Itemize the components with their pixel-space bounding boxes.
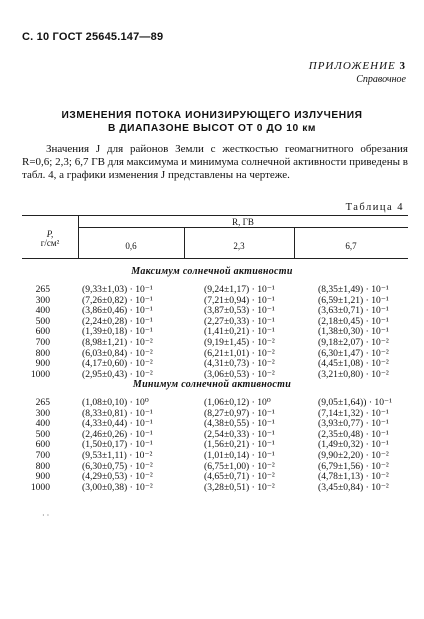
flux-cell: (4,38±0,55) · 10⁻¹: [204, 418, 275, 430]
appendix-label: [309, 60, 406, 85]
flux-cell: (6,21±1,01) · 10⁻²: [204, 347, 275, 359]
row-height-value: 300: [35, 407, 50, 419]
row-height-value: 600: [35, 326, 50, 338]
column-header-3: 6,7: [345, 241, 357, 251]
flux-cell: (2,35±0,48) · 10⁻¹: [318, 428, 389, 440]
row-height-value: 265: [35, 397, 50, 408]
flux-cell: (7,14±1,32) · 10⁻¹: [318, 407, 389, 419]
row-height-value: 1000: [30, 481, 50, 493]
flux-cell: (6,59±1,21) · 10⁻¹: [318, 294, 389, 306]
flux-cell: (3,21±0,80) · 10⁻²: [318, 368, 389, 380]
flux-cell: (3,86±0,46) · 10⁻¹: [82, 305, 153, 317]
row-height-value: 400: [35, 305, 50, 317]
row-header: [22, 230, 78, 248]
flux-cell: (9,90±2,20) · 10⁻²: [318, 450, 389, 461]
table-row: [22, 398, 408, 409]
title-line-2: В ДИАПАЗОНЕ ВЫСОТ ОТ 0 ДО 10 км: [107, 123, 317, 134]
table-row: [22, 451, 408, 462]
flux-cell: (1,56±0,21) · 10⁻¹: [204, 439, 275, 451]
flux-cell: (3,87±0,53) · 10⁻¹: [204, 305, 275, 317]
flux-cell: (2,27±0,33) · 10⁻¹: [204, 315, 275, 327]
flux-cell: (8,98±1,21) · 10⁻²: [82, 337, 153, 348]
intro-paragraph-text: Значения J для районов Земли с жесткостью геомагнитного обрезания R=0,6; 2,3; 6,7 ГВ для максимума и минимума солнечной активности приведены в табл. 4, а графики изменения J представлены на чертеже.: [22, 143, 408, 181]
flux-cell: (3,63±0,71) · 10⁻¹: [318, 305, 389, 317]
row-height-value: 800: [35, 460, 50, 472]
flux-cell: (1,06±0,12) · 10⁰: [204, 397, 271, 408]
flux-cell: (4,78±1,13) · 10⁻²: [318, 471, 389, 483]
column-header-1: 0,6: [125, 241, 137, 251]
flux-cell: (1,49±0,32) · 10⁻¹: [318, 439, 389, 451]
flux-cell: (4,29±0,53) · 10⁻²: [82, 471, 153, 483]
row-height-value: 800: [35, 347, 50, 359]
flux-cell: (3,00±0,38) · 10⁻²: [82, 481, 153, 493]
flux-cell: (7,26±0,82) · 10⁻¹: [82, 294, 153, 306]
flux-cell: (4,45±1,08) · 10⁻²: [318, 358, 389, 370]
row-height-value: 500: [35, 315, 50, 327]
row-height-value: 265: [35, 284, 50, 295]
appendix-title: [309, 60, 406, 72]
flux-cell: (1,41±0,21) · 10⁻¹: [204, 326, 275, 338]
section-title: Максимум солнечной активности: [131, 266, 293, 277]
flux-cell: (2,18±0,45) · 10⁻¹: [318, 315, 389, 327]
flux-cell: (2,24±0,28) · 10⁻¹: [82, 315, 153, 327]
column-header-2: 2,3: [233, 241, 245, 251]
flux-cell: (8,27±0,97) · 10⁻¹: [204, 407, 275, 419]
table-row: [22, 285, 408, 296]
row-height-value: 900: [35, 471, 50, 483]
flux-cell: (7,21±0,94) · 10⁻¹: [204, 294, 275, 306]
flux-cell: (4,33±0,44) · 10⁻¹: [82, 418, 153, 430]
appendix-subtitle: Справочное: [356, 74, 406, 85]
flux-cell: (2,95±0,43) · 10⁻²: [82, 368, 153, 380]
flux-cell: (6,03±0,84) · 10⁻²: [82, 347, 153, 359]
flux-cell: (3,93±0,77) · 10⁻¹: [318, 418, 389, 430]
appendix-number: 3: [399, 60, 406, 72]
row-header-unit: г/см²: [40, 238, 60, 248]
flux-cell: (9,19±1,45) · 10⁻²: [204, 337, 275, 348]
appendix-title-text: ПРИЛОЖЕНИЕ: [308, 60, 396, 72]
flux-cell: (3,45±0,84) · 10⁻²: [318, 481, 389, 493]
flux-cell: (1,01±0,14) · 10⁻¹: [204, 450, 275, 461]
flux-cell: (4,31±0,73) · 10⁻²: [204, 358, 275, 370]
document-title: [0, 109, 424, 135]
flux-cell: (9,05±1,64)) · 10⁻¹: [318, 397, 392, 408]
flux-cell: (6,75±1,00) · 10⁻²: [204, 460, 275, 472]
row-height-value: 500: [35, 428, 50, 440]
flux-cell: (9,18±2,07) · 10⁻²: [318, 337, 389, 348]
row-height-value: 600: [35, 439, 50, 451]
row-height-value: 900: [35, 358, 50, 370]
row-height-value: 700: [35, 450, 50, 461]
flux-cell: (6,30±0,75) · 10⁻²: [82, 460, 153, 472]
flux-cell: (9,33±1,03) · 10⁻¹: [82, 284, 153, 295]
flux-cell: (2,46±0,26) · 10⁻¹: [82, 428, 153, 440]
stray-mark: · ·: [42, 511, 50, 520]
table-label: Таблица 4: [345, 202, 404, 213]
flux-cell: (9,53±1,11) · 10⁻²: [82, 450, 153, 461]
row-height-value: 1000: [30, 368, 50, 380]
section-title: Минимум солнечной активности: [132, 379, 292, 390]
row-height-value: 300: [35, 294, 50, 306]
row-header-symbol: P,: [46, 229, 54, 239]
table-top-rule: [22, 215, 408, 216]
flux-cell: (1,50±0,17) · 10⁻¹: [82, 439, 153, 451]
row-height-value: 400: [35, 418, 50, 430]
flux-cell: (3,28±0,51) · 10⁻²: [204, 481, 275, 493]
flux-cell: (1,39±0,18) · 10⁻¹: [82, 326, 153, 338]
group-header: R, ГВ: [232, 217, 254, 227]
flux-cell: (1,38±0,30) · 10⁻¹: [318, 326, 389, 338]
table-row: [22, 483, 408, 494]
flux-cell: (4,17±0,60) · 10⁻²: [82, 358, 153, 370]
flux-cell: (6,30±1,47) · 10⁻²: [318, 347, 389, 359]
table-row: [22, 338, 408, 349]
intro-paragraph: [22, 143, 408, 182]
flux-cell: (4,65±0,71) · 10⁻²: [204, 471, 275, 483]
row-height-value: 700: [35, 337, 50, 348]
title-line-1: ИЗМЕНЕНИЯ ПОТОКА ИОНИЗИРУЮЩЕГО ИЗЛУЧЕНИЯ: [61, 110, 363, 121]
flux-cell: (6,79±1,56) · 10⁻²: [318, 460, 389, 472]
flux-cell: (3,06±0,53) · 10⁻²: [204, 368, 275, 380]
flux-cell: (8,35±1,49) · 10⁻¹: [318, 284, 389, 295]
page-header: С. 10 ГОСТ 25645.147—89: [22, 31, 164, 43]
table-header-bottom-rule: [22, 258, 408, 259]
group-header-rule: [78, 227, 408, 228]
flux-cell: (2,54±0,33) · 10⁻¹: [204, 428, 275, 440]
flux-cell: (9,24±1,17) · 10⁻¹: [204, 284, 275, 295]
flux-cell: (8,33±0,81) · 10⁻¹: [82, 407, 153, 419]
flux-cell: (1,08±0,10) · 10⁰: [82, 397, 149, 408]
